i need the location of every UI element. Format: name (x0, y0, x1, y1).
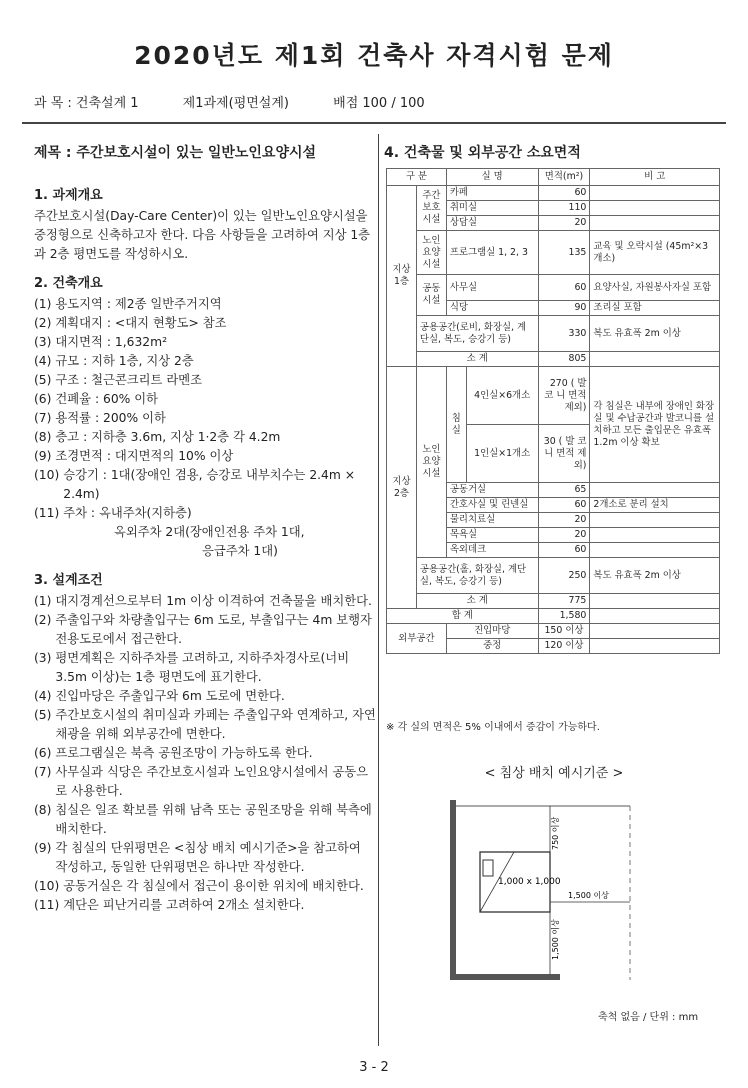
list-item: (7) 용적률 : 200% 이하 (34, 411, 166, 425)
list-item: (11) 계단은 피난거리를 고려하여 2개소 설치한다. (34, 898, 305, 912)
table-header-row (387, 169, 720, 186)
list-item: (8) 침실은 일조 확보를 위해 남측 또는 공원조망을 위해 북측에 배치한다. (34, 803, 372, 836)
wall-left (450, 800, 456, 980)
group-nursing-2: 노인 요양 시설 (416, 367, 446, 558)
top-rule (22, 122, 726, 124)
table-row: 소 계 805 (387, 352, 720, 367)
subject-field: 과 목 : 건축설계 1 (34, 96, 139, 111)
group-common: 공동 시설 (416, 275, 446, 316)
list-item: (9) 각 침실의 단위평면은 <침상 배치 예시기준>을 참고하여 작성하고, 동일한 단위평면은 하나만 작성한다. (34, 841, 361, 874)
column-divider (378, 134, 379, 1046)
table-row: 지상 2층 노인 요양 시설 침실 4인실×6개소 270 ( 발 코 니 면적 제외) 각 침실은 내부에 장애인 화장실 및 수납공간과 발코니를 설치하고 모든 출입문은 유효폭 1.2m 이상 확보 (387, 367, 720, 425)
section-overview (34, 186, 376, 264)
table-row: 취미실 110 (387, 201, 720, 216)
table-row: 식당 90 조리실 포함 (387, 301, 720, 316)
floor-1-label: 지상 1층 (387, 186, 417, 367)
list-item: (5) 구조 : 철근콘크리트 라멘조 (34, 373, 202, 387)
table-row: 간호사실 및 린넨실 60 2개소로 분리 설치 (387, 498, 720, 513)
list-item: (4) 규모 : 지하 1층, 지상 2층 (34, 354, 194, 368)
table-row: 공용공간(홀, 화장실, 계단실, 복도, 승강기 등) 250 복도 유효폭 2m 이상 (387, 558, 720, 594)
parking-line-2: 옥외주차 2대(장애인전용 주차 1대, (114, 525, 305, 539)
dim-750-label: 750 이상 (551, 816, 560, 850)
table-row: 1인실×1개소 30 ( 발 코 니 면적 제외) (387, 425, 720, 483)
dim-bed-label: 1,000 x 1,000 (498, 877, 561, 887)
header-note: 비 고 (590, 169, 720, 186)
table-row: 물리치료실 20 (387, 513, 720, 528)
list-item: (3) 평면계획은 지하주차를 고려하고, 지하주차경사로(너비 3.5m 이상)는 1층 평면도에 표기한다. (34, 651, 350, 684)
list-item: (6) 건폐율 : 60% 이하 (34, 392, 159, 406)
page-number: 3 - 2 (359, 1060, 389, 1075)
task-field: 제1과제(평면설계) (182, 96, 289, 111)
left-column (34, 186, 376, 925)
pillow-rect (483, 860, 493, 876)
group-bedroom: 침실 (446, 367, 466, 483)
table-row: 상담실 20 (387, 216, 720, 231)
table-row: 목욕실 20 (387, 528, 720, 543)
list-item: (7) 사무실과 식당은 주간보호시설과 노인요양시설에서 공동으로 사용한다. (34, 765, 369, 798)
section-heading: 1. 과제개요 (34, 188, 103, 203)
area-table (386, 168, 720, 654)
section-heading: 3. 설계조건 (34, 573, 103, 588)
table-row: 노인 요양 시설 프로그램실 1, 2, 3 135 교육 및 오락시설 (45m²×3개소) (387, 231, 720, 275)
scale-note: 축척 없음 / 단위 : mm (598, 1012, 699, 1023)
section-building-outline (34, 274, 376, 561)
table-row: 외부공간 진입마당 150 이상 (387, 624, 720, 639)
dim-1500h-label: 1,500 이상 (568, 891, 609, 900)
table-row: 옥외데크 60 (387, 543, 720, 558)
list-item: (1) 대지경계선으로부터 1m 이상 이격하여 건축물을 배치한다. (34, 594, 372, 608)
header-area: 면적(m²) (538, 169, 590, 186)
diagram-title: < 침상 배치 예시기준 > (484, 766, 624, 781)
parking-line-3: 응급주차 1대) (202, 544, 278, 558)
table-row: 공동거실 65 (387, 483, 720, 498)
table-row: 소 계 775 (387, 594, 720, 609)
table-row: 중정 120 이상 (387, 639, 720, 654)
list-item: (2) 주출입구와 차량출입구는 6m 도로, 부출입구는 4m 보행자 전용도로에서 접근한다. (34, 613, 372, 646)
exam-title: 2020년도 제1회 건축사 자격시험 문제 (134, 41, 614, 70)
list-item: (10) 공동거실은 각 침실에서 접근이 용이한 위치에 배치한다. (34, 879, 364, 893)
wall-bottom (450, 974, 560, 980)
group-outdoor: 외부공간 (387, 624, 447, 654)
overview-text: 주간보호시설(Day-Care Center)이 있는 일반노인요양시설을 중정형으로 신축하고자 한다. 다음 사항들을 고려하여 지상 1층과 2층 평면도를 작성하시오. (34, 209, 371, 261)
list-item: (11) 주차 : 옥내주차(지하층) (34, 506, 192, 520)
header-category: 구 분 (387, 169, 447, 186)
list-item: (10) 승강기 : 1대(장애인 겸용, 승강로 내부치수는 2.4m × 2.4m) (34, 468, 356, 501)
list-item: (5) 주간보호시설의 취미실과 카페는 주출입구와 연계하고, 자연채광을 위해 외부공간에 면한다. (34, 708, 376, 741)
list-item: (4) 진입마당은 주출입구와 6m 도로에 면한다. (34, 689, 285, 703)
area-note: ※ 각 실의 면적은 5% 이내에서 증감이 가능하다. (386, 722, 600, 733)
list-item: (6) 프로그램실은 북측 공원조망이 가능하도록 한다. (34, 746, 313, 760)
list-item: (3) 대지면적 : 1,632m² (34, 335, 168, 349)
table-row: 공용공간(로비, 화장실, 계단실, 복도, 승강기 등) 330 복도 유효폭 2m 이상 (387, 316, 720, 352)
list-item: (2) 계획대지 : <대지 현황도> 참조 (34, 316, 227, 330)
group-nursing: 노인 요양 시설 (416, 231, 446, 275)
dim-1500v-label: 1,500 이상 (551, 919, 560, 960)
area-table-title: 4. 건축물 및 외부공간 소요면적 (384, 145, 581, 161)
table-row: 합 계 1,580 (387, 609, 720, 624)
score-field: 배점 100 / 100 (333, 96, 425, 111)
exam-meta (34, 92, 465, 111)
list-item: (9) 조경면적 : 대지면적의 10% 이상 (34, 449, 234, 463)
bed-layout-diagram (450, 800, 740, 1000)
list-item: (1) 용도지역 : 제2종 일반주거지역 (34, 297, 222, 311)
floor-2-label: 지상 2층 (387, 367, 417, 609)
table-row: 공동 시설 사무실 60 요양사실, 자원봉사자실 포함 (387, 275, 720, 301)
section-design-conditions (34, 571, 376, 915)
subject-title: 제목 : 주간보호시설이 있는 일반노인요양시설 (34, 145, 317, 161)
list-item: (8) 층고 : 지하층 3.6m, 지상 1·2층 각 4.2m (34, 430, 281, 444)
table-row: 지상 1층 주간 보호 시설 카페 60 (387, 186, 720, 201)
group-daycare: 주간 보호 시설 (416, 186, 446, 231)
header-room: 실 명 (446, 169, 538, 186)
section-heading: 2. 건축개요 (34, 276, 103, 291)
